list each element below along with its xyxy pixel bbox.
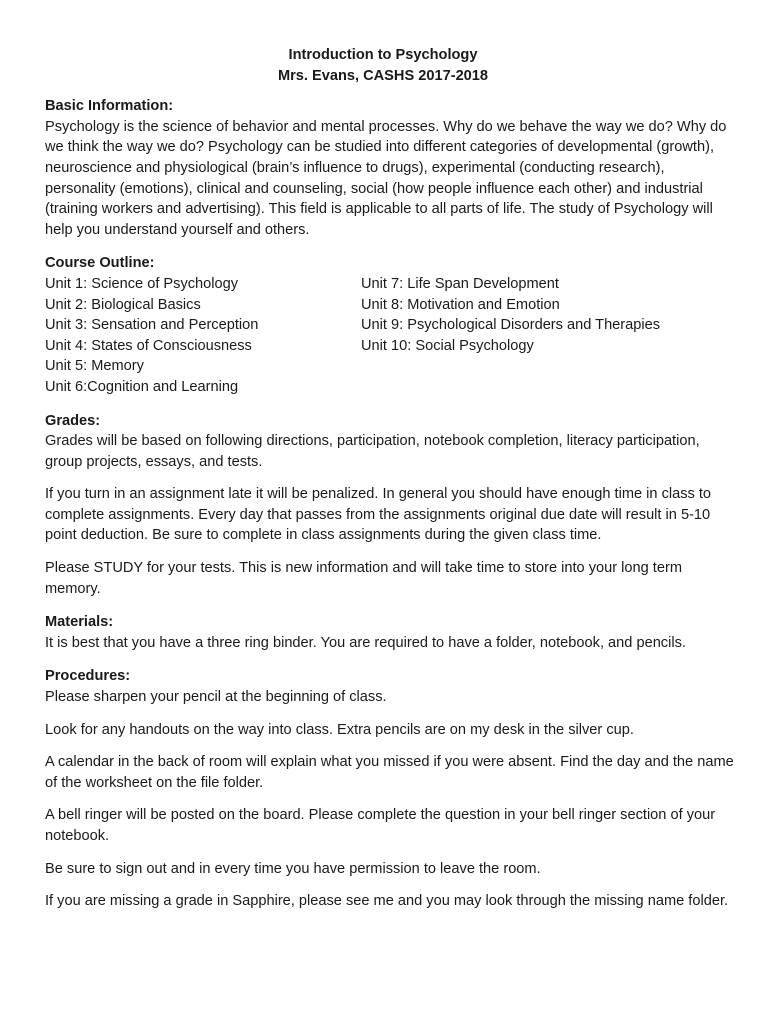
unit-list [45, 274, 735, 398]
title-line-teacher: Mrs. Evans, CASHS 2017-2018 [277, 67, 489, 84]
procedure-paragraph: A calendar in the back of room will explain what you missed if you were absent. Find the day and the name of the worksheet on the file folder. [45, 754, 734, 791]
unit-item: Unit 10: Social Psychology [361, 337, 534, 354]
grades-paragraph: Please STUDY for your tests. This is new information and will take time to store into your long term memory. [45, 560, 682, 597]
unit-item: Unit 2: Biological Basics [45, 296, 201, 313]
unit-item: Unit 5: Memory [45, 358, 144, 375]
unit-item: Unit 7: Life Span Development [361, 275, 559, 292]
unit-item: Unit 6:Cognition and Learning [45, 378, 239, 395]
section-basic-information [45, 96, 735, 240]
procedure-paragraph: If you are missing a grade in Sapphire, please see me and you may look through the missing name folder. [45, 893, 729, 910]
section-heading: Materials: [45, 614, 114, 631]
section-heading: Basic Information: [45, 98, 174, 115]
grades-paragraph: Grades will be based on following directions, participation, notebook completion, literacy participation, group projects, essays, and tests. [45, 433, 700, 470]
unit-item: Unit 3: Sensation and Perception [45, 317, 259, 334]
procedure-paragraph: Be sure to sign out and in every time you have permission to leave the room. [45, 860, 541, 877]
unit-column-right [361, 274, 735, 398]
document-page [45, 45, 735, 912]
unit-item: Unit 8: Motivation and Emotion [361, 296, 560, 313]
section-course-outline [45, 253, 735, 397]
section-heading: Grades: [45, 412, 101, 429]
procedure-paragraph: Please sharpen your pencil at the beginning of class. [45, 689, 387, 706]
procedure-paragraph: A bell ringer will be posted on the board. Please complete the question in your bell ringer section of your notebook. [45, 807, 716, 844]
section-grades [45, 411, 735, 600]
section-procedures [45, 666, 735, 911]
procedure-paragraph: Look for any handouts on the way into class. Extra pencils are on my desk in the silver cup. [45, 721, 634, 738]
materials-text: It is best that you have a three ring binder. You are required to have a folder, notebook, and pencils. [45, 634, 686, 651]
section-heading: Course Outline: [45, 255, 155, 272]
unit-item: Unit 1: Science of Psychology [45, 275, 239, 292]
unit-item: Unit 4: States of Consciousness [45, 337, 252, 354]
document-title [31, 45, 735, 86]
unit-column-left [45, 274, 361, 398]
title-line-course: Introduction to Psychology [288, 47, 478, 63]
grades-paragraph: If you turn in an assignment late it will be penalized. In general you should have enough time in class to complete assignments. Every day that passes from the assignments original due date will result in 5-10 point deduction. Be sure to complete in class assignments during the given class time. [45, 486, 712, 544]
basic-information-text: Psychology is the science of behavior and mental processes. Why do we behave the way we do? Why do we think the way we do? Psychology can be studied into different categories of developmental (growth), neuroscience and physiological (brain’s influence to drugs), experimental (conducting research), personality (emotions), clinical and counseling, social (how people influence each other) and industrial (training workers and advertising). This field is applicable to all parts of life. The study of Psychology will help you understand yourself and others. [45, 118, 727, 238]
section-heading: Procedures: [45, 668, 131, 685]
section-materials [45, 612, 735, 653]
unit-item: Unit 9: Psychological Disorders and Therapies [361, 317, 661, 334]
